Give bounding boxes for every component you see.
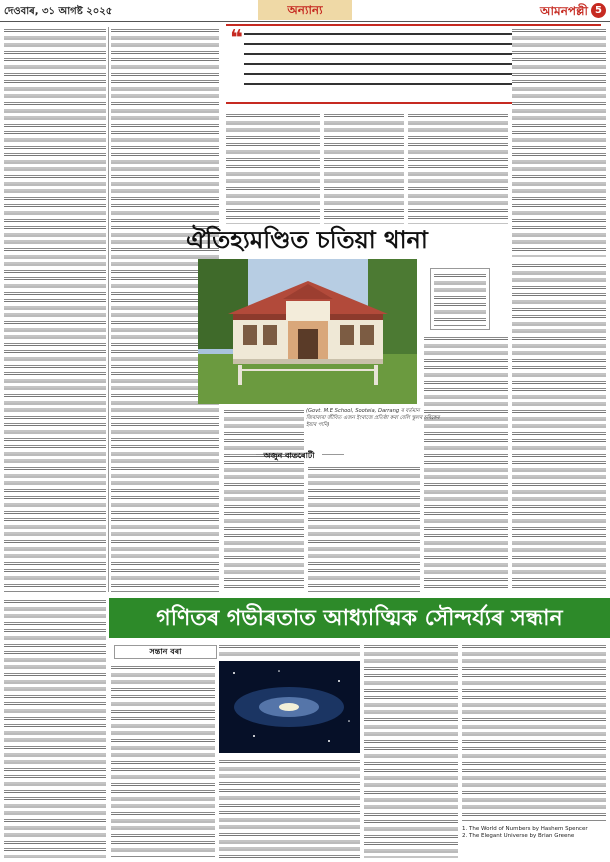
police-station-illustration	[198, 259, 417, 404]
bottom-text-column-6	[462, 643, 606, 821]
newspaper-brand: আমনপল্লী	[540, 4, 588, 18]
reference-item: 2. The Elegant Universe by Brian Greene	[462, 833, 575, 839]
article2-byline: সন্তান বৰা	[114, 645, 217, 659]
bottom-text-column-2	[111, 664, 215, 858]
section-label: অন্যান্য	[258, 0, 352, 20]
byline-rule-right	[322, 454, 344, 455]
text-column-5	[408, 112, 508, 224]
reference-item: 1. The World of Numbers by Hashem Spencer	[462, 826, 588, 832]
references-list	[462, 826, 602, 840]
quote-open-icon: ❝	[230, 26, 243, 51]
text-column-3	[226, 112, 320, 224]
galaxy-illustration	[219, 661, 360, 753]
bottom-text-column-4	[219, 758, 360, 858]
photo-caption: (Govt. M.E School, Sooteia, Darrang ৰ বৰ্তমান জিৰাৰাৰা জীবিত এজন ইংৰাজে প্ৰতিষ্ঠা কৰা বেলি স্কুলৰ চবিকেৰ ইয়াৰ পানি)	[306, 408, 440, 428]
text-column-1	[4, 27, 106, 592]
text-column-11	[224, 408, 304, 592]
side-box-text	[434, 272, 486, 326]
text-column-9	[424, 335, 508, 592]
side-box	[430, 268, 490, 330]
text-column-10	[512, 262, 606, 592]
text-column-4	[324, 112, 404, 224]
galaxy-photo	[219, 661, 360, 753]
page-header	[0, 0, 610, 22]
police-station-photo	[198, 259, 417, 404]
bottom-text-column-3	[219, 643, 360, 659]
article2-headline: গণিতৰ গভীৰতাত আধ্যাত্মিক সৌন্দৰ্য্যৰ সন্ধান	[109, 598, 610, 638]
bottom-text-column-5	[364, 643, 458, 858]
issue-date: দেওবাৰ, ৩১ আগষ্ট ২০২৫	[4, 6, 113, 17]
byline-rule-left	[230, 454, 256, 455]
text-column-6	[512, 27, 606, 257]
column-divider	[108, 27, 109, 592]
page-number: 5	[591, 3, 606, 18]
bottom-text-column-1	[4, 598, 106, 858]
text-column-12	[308, 465, 420, 592]
article-headline: ঐতিহ্যমণ্ডিত চতিয়া থানা	[186, 225, 428, 254]
article-byline: অজুন বাতৰোটী	[263, 451, 315, 460]
